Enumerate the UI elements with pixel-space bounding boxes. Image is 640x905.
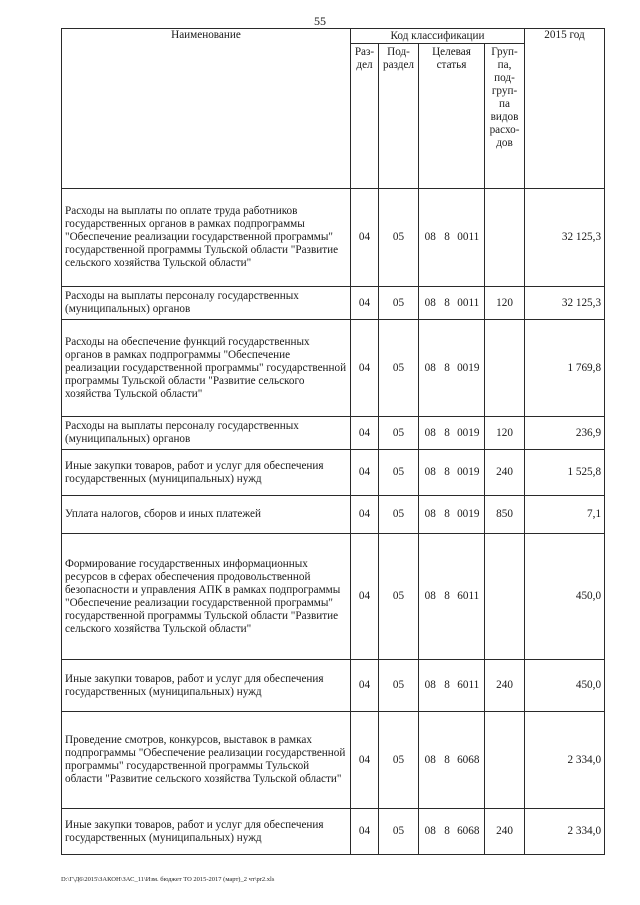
table-row bbox=[62, 320, 605, 417]
row-target-subprogram: 8 bbox=[442, 189, 453, 287]
row-name: Расходы на выплаты по оплате труда работников государственных органов в рамках подпрограммы "Обеспечение реализации государственной программы" государственной программы Тульской области "Развитие сельского хозяйства Тульской области" bbox=[62, 189, 351, 287]
header-classification: Код классификации bbox=[351, 29, 525, 44]
row-section: 04 bbox=[351, 496, 379, 534]
row-expense-group bbox=[485, 320, 525, 417]
row-target-direction: 6068 bbox=[453, 712, 485, 809]
row-subsection: 05 bbox=[379, 189, 419, 287]
budget-table bbox=[61, 28, 605, 855]
table-row bbox=[62, 287, 605, 320]
row-target-direction: 6011 bbox=[453, 660, 485, 712]
header-section bbox=[351, 44, 379, 189]
row-amount: 2 334,0 bbox=[525, 809, 605, 855]
row-target-program: 08 bbox=[419, 534, 442, 660]
row-expense-group: 120 bbox=[485, 287, 525, 320]
row-target-program: 08 bbox=[419, 496, 442, 534]
row-subsection: 05 bbox=[379, 660, 419, 712]
row-target-direction: 0019 bbox=[453, 496, 485, 534]
row-target-direction: 0011 bbox=[453, 287, 485, 320]
table-row bbox=[62, 189, 605, 287]
header-target-article-label: Целевая статья bbox=[432, 46, 471, 71]
row-target-subprogram: 8 bbox=[442, 287, 453, 320]
row-name: Расходы на выплаты персоналу государственных (муниципальных) органов bbox=[62, 417, 351, 450]
row-expense-group: 240 bbox=[485, 660, 525, 712]
row-amount: 236,9 bbox=[525, 417, 605, 450]
header-subsection bbox=[379, 44, 419, 189]
header-expense-group-label: Груп- па, под- груп- па видов расхо- дов bbox=[489, 46, 520, 149]
row-target-program: 08 bbox=[419, 189, 442, 287]
row-target-direction: 0019 bbox=[453, 417, 485, 450]
row-section: 04 bbox=[351, 287, 379, 320]
table-row bbox=[62, 450, 605, 496]
row-amount: 1 769,8 bbox=[525, 320, 605, 417]
row-section: 04 bbox=[351, 320, 379, 417]
header-year: 2015 год bbox=[525, 29, 605, 189]
row-subsection: 05 bbox=[379, 712, 419, 809]
table-row bbox=[62, 809, 605, 855]
row-target-program: 08 bbox=[419, 417, 442, 450]
row-section: 04 bbox=[351, 809, 379, 855]
header-expense-group bbox=[485, 44, 525, 189]
row-amount: 1 525,8 bbox=[525, 450, 605, 496]
table-row bbox=[62, 534, 605, 660]
row-expense-group bbox=[485, 534, 525, 660]
row-expense-group bbox=[485, 712, 525, 809]
header-target-article bbox=[419, 44, 485, 189]
row-name: Иные закупки товаров, работ и услуг для обеспечения государственных (муниципальных) нужд bbox=[62, 450, 351, 496]
row-target-subprogram: 8 bbox=[442, 809, 453, 855]
row-target-subprogram: 8 bbox=[442, 712, 453, 809]
row-target-subprogram: 8 bbox=[442, 417, 453, 450]
row-target-direction: 6011 bbox=[453, 534, 485, 660]
row-amount: 2 334,0 bbox=[525, 712, 605, 809]
row-target-direction: 0019 bbox=[453, 320, 485, 417]
row-target-subprogram: 8 bbox=[442, 450, 453, 496]
row-section: 04 bbox=[351, 660, 379, 712]
header-section-label: Раз- дел bbox=[354, 46, 375, 71]
row-name: Проведение смотров, конкурсов, выставок в рамках подпрограммы "Обеспечение реализации государственной программы" государственной программы Тульской области "Развитие сельского хозяйства Тульской области" bbox=[62, 712, 351, 809]
row-expense-group: 850 bbox=[485, 496, 525, 534]
row-section: 04 bbox=[351, 534, 379, 660]
file-path-footer: D:\Г\Д6\2015\ЗАКОН\ЗАС_11\Изм. бюджет ТО 2015-2017 (март)_2 чт\рr2.xls bbox=[61, 876, 275, 883]
row-section: 04 bbox=[351, 189, 379, 287]
row-section: 04 bbox=[351, 417, 379, 450]
table-row bbox=[62, 496, 605, 534]
row-amount: 32 125,3 bbox=[525, 287, 605, 320]
row-subsection: 05 bbox=[379, 320, 419, 417]
table-header bbox=[62, 29, 605, 189]
row-amount: 32 125,3 bbox=[525, 189, 605, 287]
table-body bbox=[62, 189, 605, 855]
row-name: Формирование государственных информационных ресурсов в сферах обеспечения продовольственной безопасности и управления АПК в рамках подпрограммы "Обеспечение реализации государственной программы" государственной программы Тульской области "Развитие сельского хозяйства Тульской области" bbox=[62, 534, 351, 660]
row-target-subprogram: 8 bbox=[442, 496, 453, 534]
row-amount: 450,0 bbox=[525, 534, 605, 660]
row-target-direction: 6068 bbox=[453, 809, 485, 855]
row-name: Расходы на выплаты персоналу государственных (муниципальных) органов bbox=[62, 287, 351, 320]
row-target-program: 08 bbox=[419, 450, 442, 496]
row-target-subprogram: 8 bbox=[442, 320, 453, 417]
table-row bbox=[62, 712, 605, 809]
table-row bbox=[62, 660, 605, 712]
row-target-subprogram: 8 bbox=[442, 534, 453, 660]
row-target-program: 08 bbox=[419, 287, 442, 320]
row-name: Иные закупки товаров, работ и услуг для обеспечения государственных (муниципальных) нужд bbox=[62, 660, 351, 712]
row-expense-group: 240 bbox=[485, 450, 525, 496]
row-target-direction: 0011 bbox=[453, 189, 485, 287]
row-expense-group bbox=[485, 189, 525, 287]
row-target-program: 08 bbox=[419, 809, 442, 855]
row-expense-group: 240 bbox=[485, 809, 525, 855]
page-number: 55 bbox=[314, 14, 326, 28]
row-section: 04 bbox=[351, 450, 379, 496]
row-target-program: 08 bbox=[419, 320, 442, 417]
row-subsection: 05 bbox=[379, 417, 419, 450]
header-subsection-label: Под- раздел bbox=[382, 46, 415, 71]
row-target-direction: 0019 bbox=[453, 450, 485, 496]
row-target-subprogram: 8 bbox=[442, 660, 453, 712]
table-row bbox=[62, 417, 605, 450]
row-target-program: 08 bbox=[419, 712, 442, 809]
row-amount: 450,0 bbox=[525, 660, 605, 712]
row-name: Иные закупки товаров, работ и услуг для обеспечения государственных (муниципальных) нужд bbox=[62, 809, 351, 855]
row-subsection: 05 bbox=[379, 496, 419, 534]
row-subsection: 05 bbox=[379, 287, 419, 320]
row-name: Уплата налогов, сборов и иных платежей bbox=[62, 496, 351, 534]
row-section: 04 bbox=[351, 712, 379, 809]
row-target-program: 08 bbox=[419, 660, 442, 712]
row-amount: 7,1 bbox=[525, 496, 605, 534]
row-name: Расходы на обеспечение функций государственных органов в рамках подпрограммы "Обеспечение реализации государственной программы" государственной программы Тульской области "Развитие сельского хозяйства Тульской области" bbox=[62, 320, 351, 417]
row-subsection: 05 bbox=[379, 534, 419, 660]
row-subsection: 05 bbox=[379, 450, 419, 496]
row-expense-group: 120 bbox=[485, 417, 525, 450]
row-subsection: 05 bbox=[379, 809, 419, 855]
header-name: Наименование bbox=[62, 29, 351, 189]
